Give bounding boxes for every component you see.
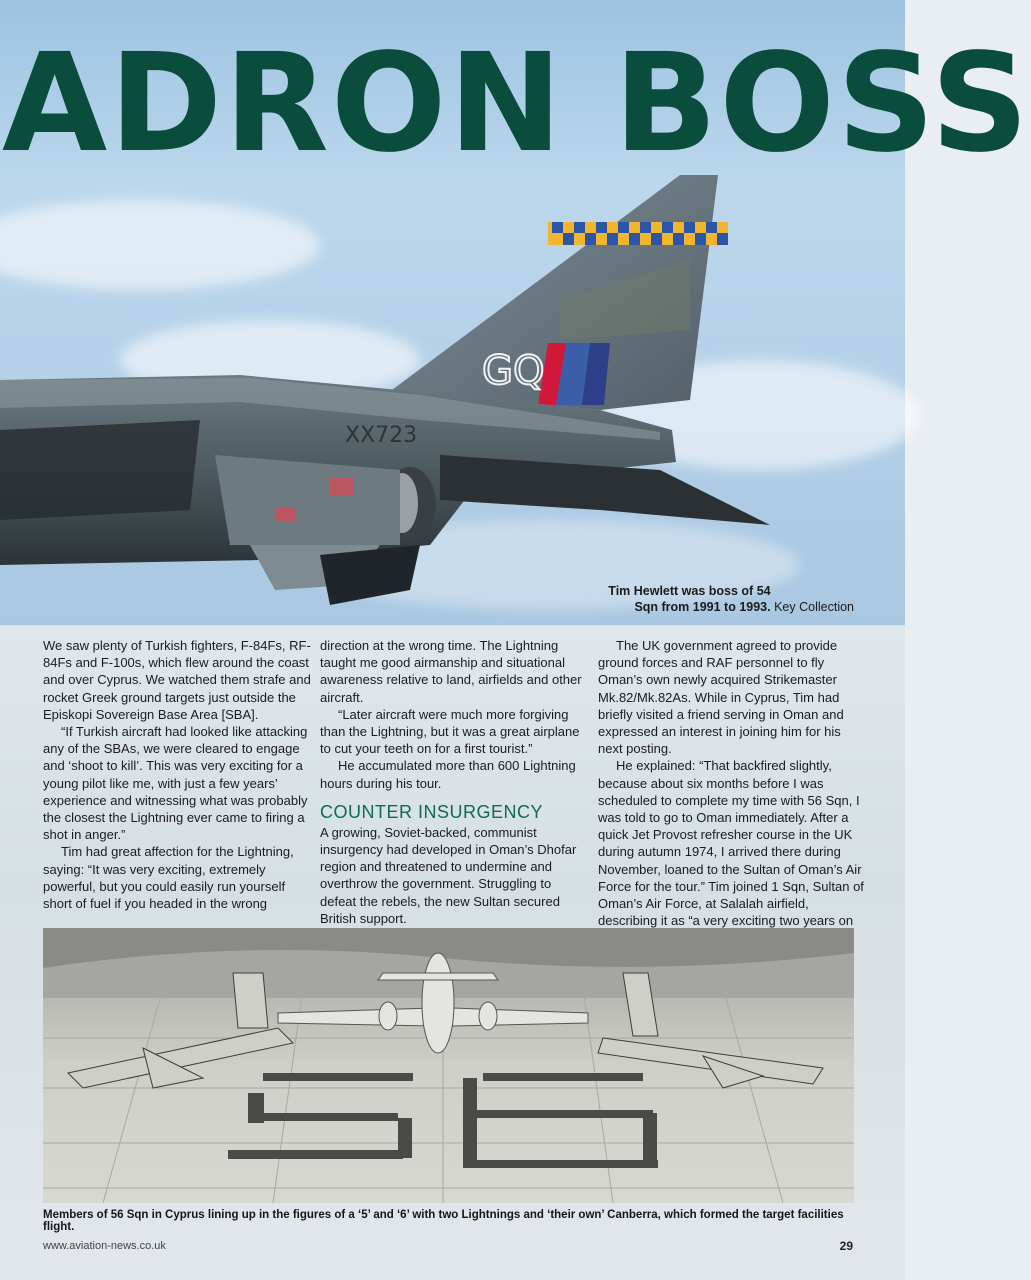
personnel-formation-5 xyxy=(228,1073,413,1159)
personnel-formation-6 xyxy=(463,1073,658,1168)
jaguar-jet-illustration xyxy=(0,0,905,625)
paragraph: He accumulated more than 600 Lightning hours during his tour. xyxy=(320,758,576,791)
tail-code: GQ xyxy=(482,348,545,394)
paragraph xyxy=(598,757,866,948)
page-number: 29 xyxy=(839,1239,853,1253)
section-subhead: COUNTER INSURGENCY xyxy=(320,801,544,822)
hero-photo xyxy=(0,0,1031,625)
paragraph: “Later aircraft were much more forgiving than the Lightning, but it was a great airplane to cut your teeth on for a first tourist.” xyxy=(320,706,580,757)
text-column-1 xyxy=(43,637,311,912)
text-column-2 xyxy=(320,637,588,927)
website-url[interactable]: www.aviation-news.co.uk xyxy=(43,1240,166,1252)
hero-caption-text: Tim Hewlett was boss of 54 Sqn from 1991 to 1993. xyxy=(608,584,771,614)
checkered-fin-band xyxy=(548,222,728,245)
squadron-group-photo xyxy=(43,928,854,1203)
headline: ADRON BOSS xyxy=(2,25,1031,183)
photo-caption: Members of 56 Sqn in Cyprus lining up in the figures of a ‘5’ and ‘6’ with two Lightnings and ‘their own’ Canberra, which formed the target facilities flight. xyxy=(43,1209,844,1233)
serial-number: XX723 xyxy=(345,423,418,448)
paragraph-text: He explained: “That backfired slightly, because about six months before I was scheduled to complete my time with 56 Sqn, I was told to go to Oman immediately. After a quick Jet Provost refresher course in the UK during autumn 1974, I arrived there during November, loaned to the Sultan of Oman’s Air Force for the tour.” Tim joined 1 Sqn, Sultan of Oman’s Air Force, at Salalah airfield, describing it as “a very exciting two years on xyxy=(598,758,864,929)
paragraph: “If Turkish aircraft had looked like attacking any of the SBAs, we were cleared to engage and ‘shoot to kill’. This was very exciting for a young pilot like me, with just a few years’ experience and witnessing what was probably the closest the Lightning ever came to firing a shot in anger.” xyxy=(43,724,308,843)
group-photo-illustration xyxy=(43,928,854,1203)
text-column-3 xyxy=(598,637,866,949)
paragraph: A growing, Soviet-backed, communist insurgency had developed in Oman’s Dhofar region and threatened to undermine and overthrow the government. Struggling to defeat the rebels, the new Sultan secured British support. xyxy=(320,824,577,926)
paragraph: Tim had great affection for the Lightning, saying: “It was very exciting, extremely powerful, but you could easily run yourself short of fuel if you headed in the wrong xyxy=(43,844,294,912)
photo-credit: Key Collection xyxy=(774,600,854,614)
paragraph: The UK government agreed to provide ground forces and RAF personnel to fly Oman’s own newly acquired Strikemaster Mk.82/Mk.82As. While in Cyprus, Tim had briefly visited a friend serving in Oman and expressed an interest in joining him for his next posting. xyxy=(598,638,844,757)
paragraph: We saw plenty of Turkish fighters, F-84Fs, RF-84Fs and F-100s, which flew around the coast and over Cyprus. We watched them strafe and rocket Greek ground targets just outside the Episkopi Sovereign Base Area [SBA]. xyxy=(43,638,311,722)
hero-caption xyxy=(586,583,854,615)
paragraph: direction at the wrong time. The Lightning taught me good airmanship and situational awareness relative to land, airfields and other aircraft. xyxy=(320,638,582,705)
